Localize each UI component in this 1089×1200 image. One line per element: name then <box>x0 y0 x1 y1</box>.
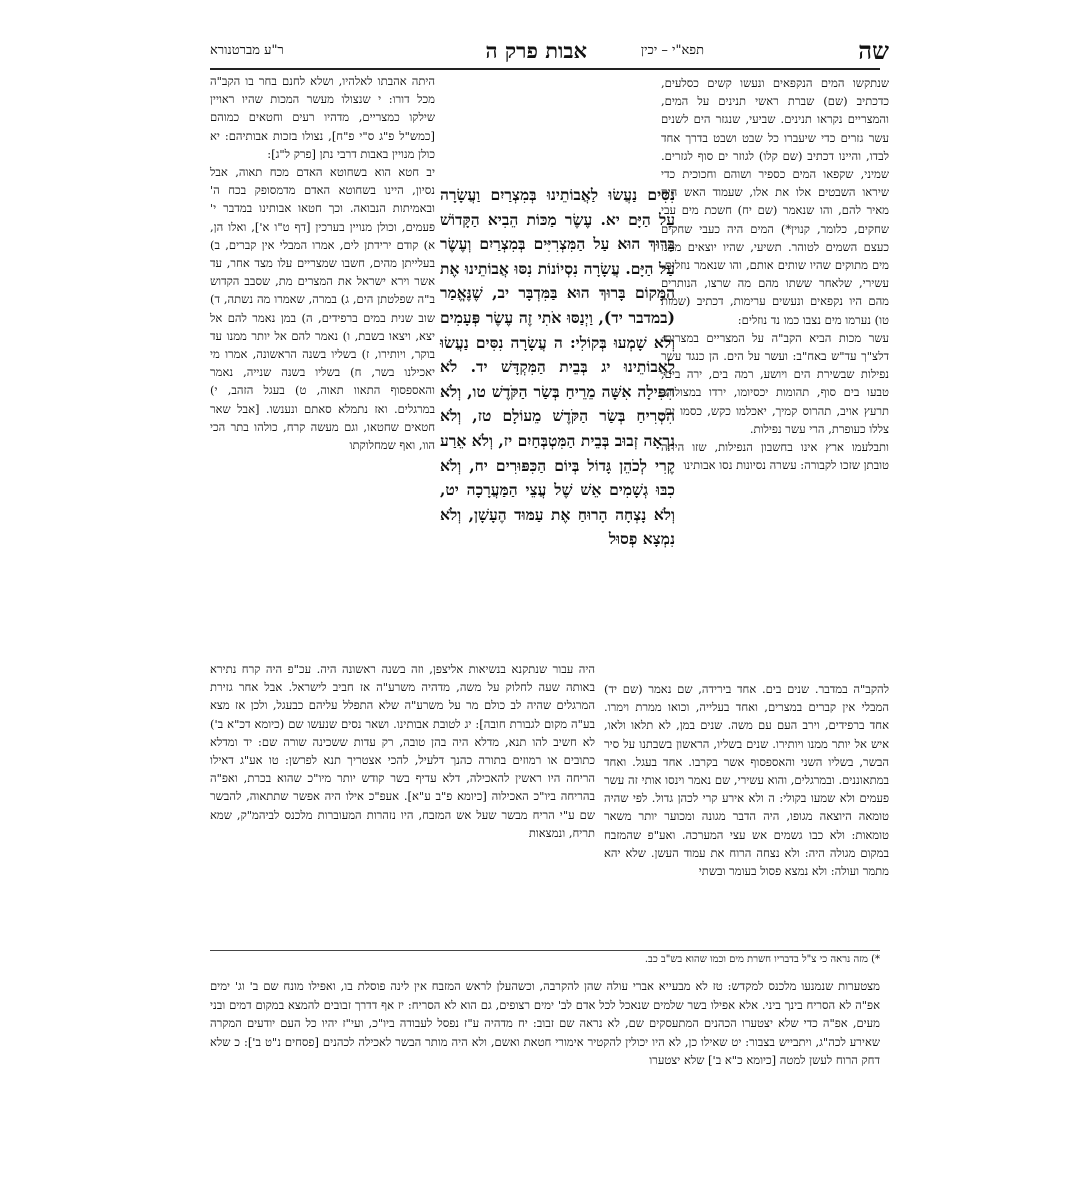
bottom-commentary <box>210 977 880 1070</box>
commentary-title: ר"ע מברטנורא <box>210 43 284 58</box>
tiferet-paragraph: היה עבור שנתקנא בנשיאות אליצפן, וזה בשנה ראשונה היה. עכ"פ היה קרח נתירא באותה שעה לחלוק על משה, מדהיה משרע"ה אז חביב לישראל. אבל אחר גזירת המרגלים שהיה לב כולם מר על משרע"ה שלא התפלל עליהם כבעגל, ולכן אז מצא בע"ה מקום לגבורת חובה]: יג לטובת אבותינו. ושאר נסים שנעשו שם (כיומא דכ"א ב') לא חשיב להו תנא, מדלא היה בהן טובה, רק עדות ששכינה שורה שם: יד ומדלא כתובים או רמוזים בתורה כהנך דלעיל, להכי אצטריך תנא לפרשן: טו אע"ג דאילו הריחה היו ראשין להאכילה, דלא עדיף בשר קודש יותר מיו"כ שהוא בכרת, ואפ"ה בהריחה ביו"כ האכילוה [כיומא פ"ב ע"א]. אעפ"כ אילו היה אפשר שתתאוה, להבשר שם ע"י הריח מבשר שעל אש המזבח, היו נזהרות המעוברות מלכנס לביהמ"ק, שמא תריח, ונמצאות <box>210 662 595 840</box>
tiferet-paragraph: יב חטא הוא בשחוטא האדם מכח תאוה, אבל נסיון, היינו בשחוטא האדם מדמסופק בכח ה' ובאמיתות הנבואה. וכך חטאו אבותינו במדבר י' פעמים, וכולן מנויין בערכין [דף ט"ו א'], ואלו הן, א) קודם ירידתן לים, אמרו המבלי אין קברים, ב) בעלייתן מהים, חשבו שמצריים עלו מצד אחר, עד אשר וירא ישראל את המצרים מת, שסבב הקדוש ב"ה שפלטתן הים, ג) במרה, שאמרו מה נשתה, ד) שוב שנית במים ברפידים, ה) במן נאמר להם אל יצא, ויצאו בשבת, ו) נאמר להם אל יותר ממנו עד בוקר, ויותירו, ז) בשליו בשנה הראשונה, אמרו מי יאכילנו בשר, ח) בשליו בשנה שנייה, נאמר והאספסוף התאוו תאוה, ט) בעגל הזהב, י) במרגלים. ואז נתמלא סאתם ונענשו. [אבל שאר חטאים שחטאו, וגם מעשה קרח, כולהו בתר הכי הוו, ואף שמחלוקתו <box>210 165 435 453</box>
bartenura-paragraph: שנתקשו המים הנקפאים ונעשו קשים כסלעים, כדכתיב (שם) שברת ראשי תנינים על המים, והמצריים נקראו תנינים. שביעי, שנגזר הים לשנים עשר גזרים כדי שיעברו כל שבט ושבט בדרך אחד לבדו, והיינו דכתיב (שם קלו) לגוזר ים סוף לגזרים. שמיני, שקפאו המים כספיר ושוהם וחכוכית כדי שיראו השבטים אלו את אלו, שעמוד האש היה מאיר להם, והו שנאמר (שם יח) חשכת מים עבי שחקים, כלומר, קנוין*) המים היה כעבי שחקים כעצם השמים לטוהר. תשיעי, שהיו יוצאים ממנו מים מתוקים שהיו שותים אותם, והו שנאמר נוזלים. עשירי, שלאחר ששתו מהם מה שרצו, הנותרים מהם היו נקפאים ונעשים ערימות, דכתיב (שמות טו) נערמו מים נצבו כמו נד נוזלים: <box>661 76 889 327</box>
mishnah-text <box>440 183 675 552</box>
running-title: אבות פרק ה <box>485 38 587 63</box>
tiferet-column-top <box>210 72 435 454</box>
tiferet-paragraph: היתה אהבתו לאלהיו, ושלא לחנם בחר בו הקב"ה מכל דורו: י שנצולו מעשר המכות שהיו ראויין שילקו כמצריים, מדהיו רעים וחטאים כמוהם [כמש"ל פ"ג ס"י פ"ח], נצולו בזכות אבותיהם: יא כולן מנויין באבות דרבי נתן [פרק ל"ג]: <box>210 74 435 161</box>
header-rule <box>210 68 880 70</box>
bottom-paragraph: מצטערות שנמנעו מלכנס למקדש: טז לא מבעייא אברי עולה שהן להקרבה, וכשהעלן לראש המזבח אין לינה פוסלת בו, ואפילו מונח שם ב' וג' ימים אפ"ה לא הסריח בינך ביני. אלא אפילו בשר שלמים שנאכל לכל אדם לב' ימים רצופים, גם הוא לא הסריח: יז אף דדרך זבובים להמצא במקום דמים ובני מעים, אפ"ה כדי שלא יצטערו הכהנים המתעסקים שם, לא נראה שם זבוב: יח מדהיה ע"ז נפסל לעבודה ביו"כ, ועי"ז יהיו כל העם יודעים המקרה שאירע לכה"ג, ויתבייש בצבור: יט שאילו כן, לא היו יכולין להקטיר אימורי חטאת ואשם, ולא היה מותר הבשר לאכילה לכהנים [פסחים נ"ט ב']: כ שלא דחק הרוח לעשן למטה [כיומא כ"א ב'] שלא יצטערו <box>210 979 880 1067</box>
bartenura-paragraph: ותבלעמו ארץ אינו בחשבון הנפילות, שזו היתה טובתן שזכו לקבורה: עשרה נסיונות נסו אבותינו <box>661 440 889 473</box>
tiferet-column-lower <box>210 660 595 842</box>
bartenura-paragraph: עשר מכות הביא הקב"ה על המצריים במצרים. דלצ"ך עד"ש באח"ב: ועשר על הים. הן כנגד עשר נפילות שבשירת הים ויושע, רמה בים, ירה בים, טבעו בים סוף, תהומות יכסיומו, ירדו במצולות, תרעץ אויב, תהרוס קמיך, יאכלמו כקש, כסמו ים, צללו כעופרת, הרי עשר נפילות. <box>661 330 889 436</box>
bartenura-paragraph: להקב"ה במדבר. שנים בים. אחד בירידה, שם נאמר (שם יד) המבלי אין קברים במצרים, ואחד בעלייה, וכואו ממרת וימרו. אחד ברפידים, וירב העם עם משה. שנים במן, לא תלאו ולאו, איש אל יותר ממנו ויותירו. שנים בשליו, הראשון בשבתנו על סיר הבשר, בשליו השני והאספסוף אשר בקרבו. אחד בעגל. ואחד במתאוננים. ובמרגלים, והוא עשירי, שם נאמר וינסו אותי זה עשר פעמים ולא שמעו בקולי: ה ולא אירע קרי לכהן גדול. לפי שהיה טומאה היוצאה מגופו, היה הדבר מגונה ומכוער יותר משאר טומאות: ולא כבו גשמים אש עצי המערכה. ואע"פ שהמזבח במקום מגולה היה: ולא נצחה הרוח את עמוד העשן. שלא יהא מתמר ועולה: ולא נמצא פסול בעומר ובשתי <box>604 682 889 879</box>
footnote: *) מזה נראה כי צ"ל בדבריו חשרת מים וכמו שהוא בש"ב כב. <box>210 950 880 967</box>
section-marker: תפא"י – יכין <box>640 43 704 58</box>
bartenura-column-lower <box>604 680 889 880</box>
mishnah-paragraph: נִסִּים נַעֲשׂוּ לַאֲבוֹתֵינוּ בְּמִצְרַיִם וַעֲשָׂרָה עַל הַיָּם יא. עֶשֶׂר מַכּוֹת הֵבִיא הַקָּדוֹשׁ בָּרוּךְ הוּא עַל הַמִּצְרִיִּים בְּמִצְרַיִם וְעֶשֶׂר עַל הַיָּם. עֲשָׂרָה נִסְיוֹנוֹת נִסּוּ אֲבוֹתֵינוּ אֶת הַמָּקוֹם בָּרוּךְ הוּא בַּמִּדְבָּר יב, שֶׁנֶּאֱמַר (במדבר יד), וַיְנַסּוּ אֹתִי זֶה עֶשֶׂר פְּעָמִים וְלֹא שָׁמְעוּ בְּקוֹלִי: ה עֲשָׂרָה נִסִּים נַעֲשׂוּ לַאֲבוֹתֵינוּ יג בְּבֵית הַמִּקְדָּשׁ יד. לֹא הִפִּילָה אִשָּׁה מֵרֵיחַ בְּשַׂר הַקֹּדֶשׁ טו, וְלֹא הִסְרִיחַ בְּשַׂר הַקֹּדֶשׁ מֵעוֹלָם טז, וְלֹא נִרְאָה זְבוּב בְּבֵית הַמִּטְבְּחַיִם יז, וְלֹא אֵרַע קֶרִי לְכֹהֵן גָּדוֹל בְּיוֹם הַכִּפּוּרִים יח, וְלֹא כִבּוּ גְשָׁמִים אֵשׁ שֶׁל עֲצֵי הַמַּעֲרָכָה יט, וְלֹא נָצְחָה הָרוּחַ אֶת עַמּוּד הֶעָשָׁן, וְלֹא נִמְצָא פְסוּל <box>440 185 675 549</box>
bartenura-column-top <box>661 74 889 474</box>
folio-number: שה <box>858 36 889 65</box>
